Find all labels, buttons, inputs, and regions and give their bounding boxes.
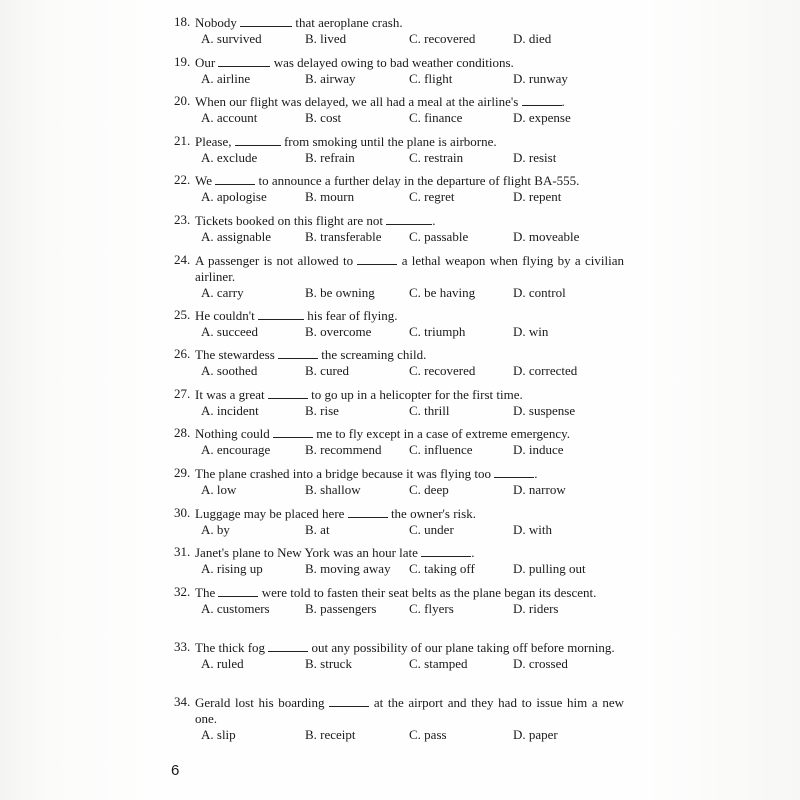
question-item bbox=[174, 584, 624, 639]
answer-option: B. cost bbox=[305, 110, 342, 126]
answer-option: A. exclude bbox=[201, 149, 258, 165]
answer-option: A. low bbox=[201, 481, 237, 497]
question-item bbox=[174, 54, 624, 94]
question-stem bbox=[174, 54, 624, 71]
answer-blank bbox=[522, 93, 562, 106]
question-text-before: He couldn't bbox=[195, 307, 258, 323]
question-text bbox=[195, 346, 624, 363]
question-item bbox=[174, 172, 624, 212]
question-text bbox=[195, 544, 624, 561]
answer-option: B. transferable bbox=[305, 228, 382, 244]
question-text-after: to announce a further delay in the departure of flight BA-555. bbox=[255, 173, 580, 189]
question-item bbox=[174, 346, 624, 386]
answer-option: A. soothed bbox=[201, 363, 258, 379]
answer-option: D. paper bbox=[513, 726, 558, 742]
question-text-before: Luggage may be placed here bbox=[195, 505, 348, 521]
answer-option: D. corrected bbox=[513, 363, 578, 379]
answer-blank bbox=[235, 133, 281, 146]
question-stem bbox=[174, 694, 624, 727]
answer-option: D. narrow bbox=[513, 481, 566, 497]
question-stem bbox=[174, 133, 624, 150]
question-text-before: The bbox=[195, 584, 219, 600]
question-number: 34. bbox=[174, 693, 191, 709]
answer-option: C. be having bbox=[409, 284, 476, 300]
question-text-after: that aeroplane crash. bbox=[292, 15, 403, 30]
answer-option: B. passengers bbox=[305, 600, 377, 616]
answer-options bbox=[174, 189, 624, 205]
question-number: 26. bbox=[174, 346, 191, 362]
question-text-after: to go up in a helicopter for the first time. bbox=[307, 386, 523, 402]
answer-option: B. rise bbox=[305, 402, 339, 418]
question-item bbox=[174, 505, 624, 545]
answer-option: D. with bbox=[513, 521, 552, 537]
answer-option: A. customers bbox=[201, 600, 270, 616]
answer-option: B. receipt bbox=[305, 726, 356, 742]
question-stem bbox=[174, 544, 624, 561]
question-stem bbox=[174, 386, 624, 403]
answer-options bbox=[174, 71, 624, 87]
question-text-after: was delayed owing to bad weather conditions. bbox=[270, 54, 514, 70]
question-text-before: When our flight was delayed, we all had a meal at the airline's bbox=[195, 94, 522, 110]
question-number: 20. bbox=[174, 93, 191, 109]
question-text bbox=[195, 252, 624, 285]
question-text-after: . bbox=[534, 465, 538, 481]
question-number: 32. bbox=[174, 583, 191, 599]
question-text bbox=[195, 639, 624, 656]
question-text bbox=[195, 584, 624, 601]
question-stem bbox=[174, 212, 624, 229]
answer-options bbox=[174, 656, 624, 672]
answer-blank bbox=[258, 307, 304, 320]
answer-options bbox=[174, 150, 624, 166]
answer-option: B. lived bbox=[305, 31, 347, 46]
question-text bbox=[195, 386, 624, 403]
question-item bbox=[174, 252, 624, 307]
answer-option: D. resist bbox=[513, 149, 557, 165]
answer-option: B. mourn bbox=[305, 189, 355, 205]
answer-options bbox=[174, 482, 624, 498]
question-text-before: The stewardess bbox=[195, 347, 279, 363]
answer-option: B. airway bbox=[305, 70, 356, 86]
question-text bbox=[195, 212, 624, 229]
answer-options bbox=[174, 403, 624, 419]
question-item bbox=[174, 386, 624, 426]
answer-options bbox=[174, 229, 624, 245]
answer-blank bbox=[273, 425, 313, 438]
answer-option: A. slip bbox=[201, 726, 236, 742]
answer-option: A. airline bbox=[201, 70, 251, 86]
answer-option: C. finance bbox=[409, 110, 463, 126]
answer-option: A. carry bbox=[201, 284, 244, 300]
answer-option: A. ruled bbox=[201, 655, 244, 671]
answer-blank bbox=[278, 346, 318, 359]
question-text-before: The thick fog bbox=[195, 639, 269, 655]
question-text-after: from smoking until the plane is airborne. bbox=[280, 133, 497, 149]
answer-option: A. assignable bbox=[201, 228, 272, 244]
answer-option: A. encourage bbox=[201, 442, 271, 458]
question-text bbox=[195, 14, 624, 31]
answer-option: B. at bbox=[305, 521, 330, 537]
question-item bbox=[174, 14, 624, 54]
question-text-before: The plane crashed into a bridge because it was flying too bbox=[195, 465, 495, 481]
answer-options bbox=[174, 324, 624, 340]
question-item bbox=[174, 212, 624, 252]
answer-blank bbox=[240, 14, 292, 27]
question-stem bbox=[174, 505, 624, 522]
question-stem bbox=[174, 465, 624, 482]
question-text-after: . bbox=[471, 545, 475, 561]
question-text-after: . bbox=[432, 212, 436, 228]
answer-option: C. restrain bbox=[409, 149, 464, 165]
answer-option: C. triumph bbox=[409, 323, 466, 339]
question-text-after: his fear of flying. bbox=[304, 307, 398, 323]
question-number: 25. bbox=[174, 306, 191, 322]
answer-blank bbox=[329, 694, 369, 707]
answer-option: B. overcome bbox=[305, 323, 372, 339]
answer-option: A. account bbox=[201, 110, 258, 126]
question-text-after: me to fly except in a case of extreme emergency. bbox=[313, 426, 570, 442]
answer-option: C. flyers bbox=[409, 600, 454, 616]
answer-options bbox=[174, 363, 624, 379]
answer-option: C. recovered bbox=[409, 31, 476, 46]
answer-option: D. induce bbox=[513, 442, 564, 458]
question-text-after: out any possibility of our plane taking off before morning. bbox=[308, 639, 615, 655]
answer-blank bbox=[268, 639, 308, 652]
answer-option: A. incident bbox=[201, 402, 259, 418]
question-number: 33. bbox=[174, 638, 191, 654]
answer-blank bbox=[218, 584, 258, 597]
question-item bbox=[174, 425, 624, 465]
question-text-before: Nothing could bbox=[195, 426, 273, 442]
question-number: 22. bbox=[174, 172, 191, 188]
answer-option: C. regret bbox=[409, 189, 455, 205]
question-stem bbox=[174, 252, 624, 285]
answer-option: D. crossed bbox=[513, 655, 568, 671]
question-text-after: at the airport and they had to issue him a new one. bbox=[195, 694, 624, 726]
question-number: 23. bbox=[174, 211, 191, 227]
question-number: 27. bbox=[174, 385, 191, 401]
question-item bbox=[174, 639, 624, 694]
question-number: 30. bbox=[174, 504, 191, 520]
question-number: 31. bbox=[174, 544, 191, 560]
question-item bbox=[174, 133, 624, 173]
answer-blank bbox=[386, 212, 432, 225]
answer-option: B. be owning bbox=[305, 284, 375, 300]
question-number: 29. bbox=[174, 464, 191, 480]
answer-option: C. pass bbox=[409, 726, 447, 742]
answer-option: C. stamped bbox=[409, 655, 468, 671]
question-text bbox=[195, 505, 624, 522]
question-text-after: the screaming child. bbox=[318, 347, 427, 363]
answer-options bbox=[174, 601, 624, 617]
answer-option: D. riders bbox=[513, 600, 559, 616]
answer-option: B. struck bbox=[305, 655, 352, 671]
question-text-after: the owner's risk. bbox=[387, 505, 476, 521]
question-text-after: . bbox=[561, 94, 565, 110]
answer-options bbox=[174, 727, 624, 743]
question-item bbox=[174, 307, 624, 347]
answer-option: D. pulling out bbox=[513, 561, 586, 577]
answer-blank bbox=[215, 172, 255, 185]
question-text-before: Our bbox=[195, 54, 219, 70]
question-text-before: A passenger is not allowed to bbox=[195, 252, 358, 268]
question-text bbox=[195, 172, 624, 189]
question-stem bbox=[174, 307, 624, 324]
answer-options bbox=[174, 285, 624, 301]
answer-options bbox=[174, 110, 624, 126]
question-text-before: Janet's plane to New York was an hour late bbox=[195, 545, 422, 561]
answer-option: C. recovered bbox=[409, 363, 476, 379]
question-text bbox=[195, 694, 624, 727]
answer-option: D. win bbox=[513, 323, 549, 339]
answer-option: D. repent bbox=[513, 189, 562, 205]
page-number: 6 bbox=[171, 762, 180, 779]
question-item bbox=[174, 93, 624, 133]
question-number: 18. bbox=[174, 14, 191, 29]
answer-option: B. moving away bbox=[305, 561, 391, 577]
answer-options bbox=[174, 561, 624, 577]
answer-option: A. by bbox=[201, 521, 230, 537]
answer-option: D. expense bbox=[513, 110, 571, 126]
question-text bbox=[195, 307, 624, 324]
answer-blank bbox=[494, 465, 534, 478]
answer-option: B. shallow bbox=[305, 481, 361, 497]
question-stem bbox=[174, 93, 624, 110]
question-number: 21. bbox=[174, 132, 191, 148]
answer-options bbox=[174, 31, 624, 47]
question-text bbox=[195, 425, 624, 442]
answer-blank bbox=[348, 505, 388, 518]
answer-option: D. control bbox=[513, 284, 566, 300]
question-stem bbox=[174, 172, 624, 189]
question-text-before: Tickets booked on this flight are not bbox=[195, 212, 387, 228]
answer-options bbox=[174, 442, 624, 458]
question-number: 19. bbox=[174, 53, 191, 69]
answer-option: B. cured bbox=[305, 363, 350, 379]
answer-option: A. rising up bbox=[201, 561, 263, 577]
answer-option: B. refrain bbox=[305, 149, 355, 165]
answer-option: D. suspense bbox=[513, 402, 576, 418]
answer-option: D. died bbox=[513, 31, 552, 46]
answer-option: C. thrill bbox=[409, 402, 450, 418]
answer-option: A. survived bbox=[201, 31, 262, 46]
question-text bbox=[195, 133, 624, 150]
question-text-after: a lethal weapon when flying by a civilian airliner. bbox=[195, 252, 624, 284]
question-text bbox=[195, 93, 624, 110]
answer-option: C. under bbox=[409, 521, 454, 537]
answer-option: C. deep bbox=[409, 481, 449, 497]
question-item bbox=[174, 544, 624, 584]
question-text-before: Gerald lost his boarding bbox=[195, 694, 330, 710]
question-stem bbox=[174, 346, 624, 363]
question-item bbox=[174, 694, 624, 749]
question-text-before: Nobody bbox=[195, 15, 241, 30]
answer-option: D. runway bbox=[513, 70, 568, 86]
answer-blank bbox=[218, 54, 270, 67]
question-text bbox=[195, 54, 624, 71]
answer-option: C. passable bbox=[409, 228, 469, 244]
answer-option: D. moveable bbox=[513, 228, 580, 244]
question-text-before: It was a great bbox=[195, 386, 268, 402]
answer-option: A. succeed bbox=[201, 323, 259, 339]
answer-option: C. taking off bbox=[409, 561, 475, 577]
question-number: 24. bbox=[174, 251, 191, 267]
answer-option: A. apologise bbox=[201, 189, 267, 205]
answer-blank bbox=[421, 544, 471, 557]
answer-blank bbox=[357, 252, 397, 265]
question-text-after: were told to fasten their seat belts as the plane began its descent. bbox=[258, 584, 597, 600]
answer-blank bbox=[268, 386, 308, 399]
question-item bbox=[174, 465, 624, 505]
answer-option: B. recommend bbox=[305, 442, 382, 458]
question-stem bbox=[174, 639, 624, 656]
answer-options bbox=[174, 522, 624, 538]
question-text-before: Please, bbox=[195, 133, 235, 149]
answer-option: C. flight bbox=[409, 70, 453, 86]
question-stem bbox=[174, 425, 624, 442]
question-text bbox=[195, 465, 624, 482]
question-stem bbox=[174, 584, 624, 601]
answer-option: C. influence bbox=[409, 442, 473, 458]
question-number: 28. bbox=[174, 425, 191, 441]
question-stem bbox=[174, 14, 624, 31]
question-text-before: We bbox=[195, 173, 216, 189]
question-list bbox=[174, 14, 624, 749]
